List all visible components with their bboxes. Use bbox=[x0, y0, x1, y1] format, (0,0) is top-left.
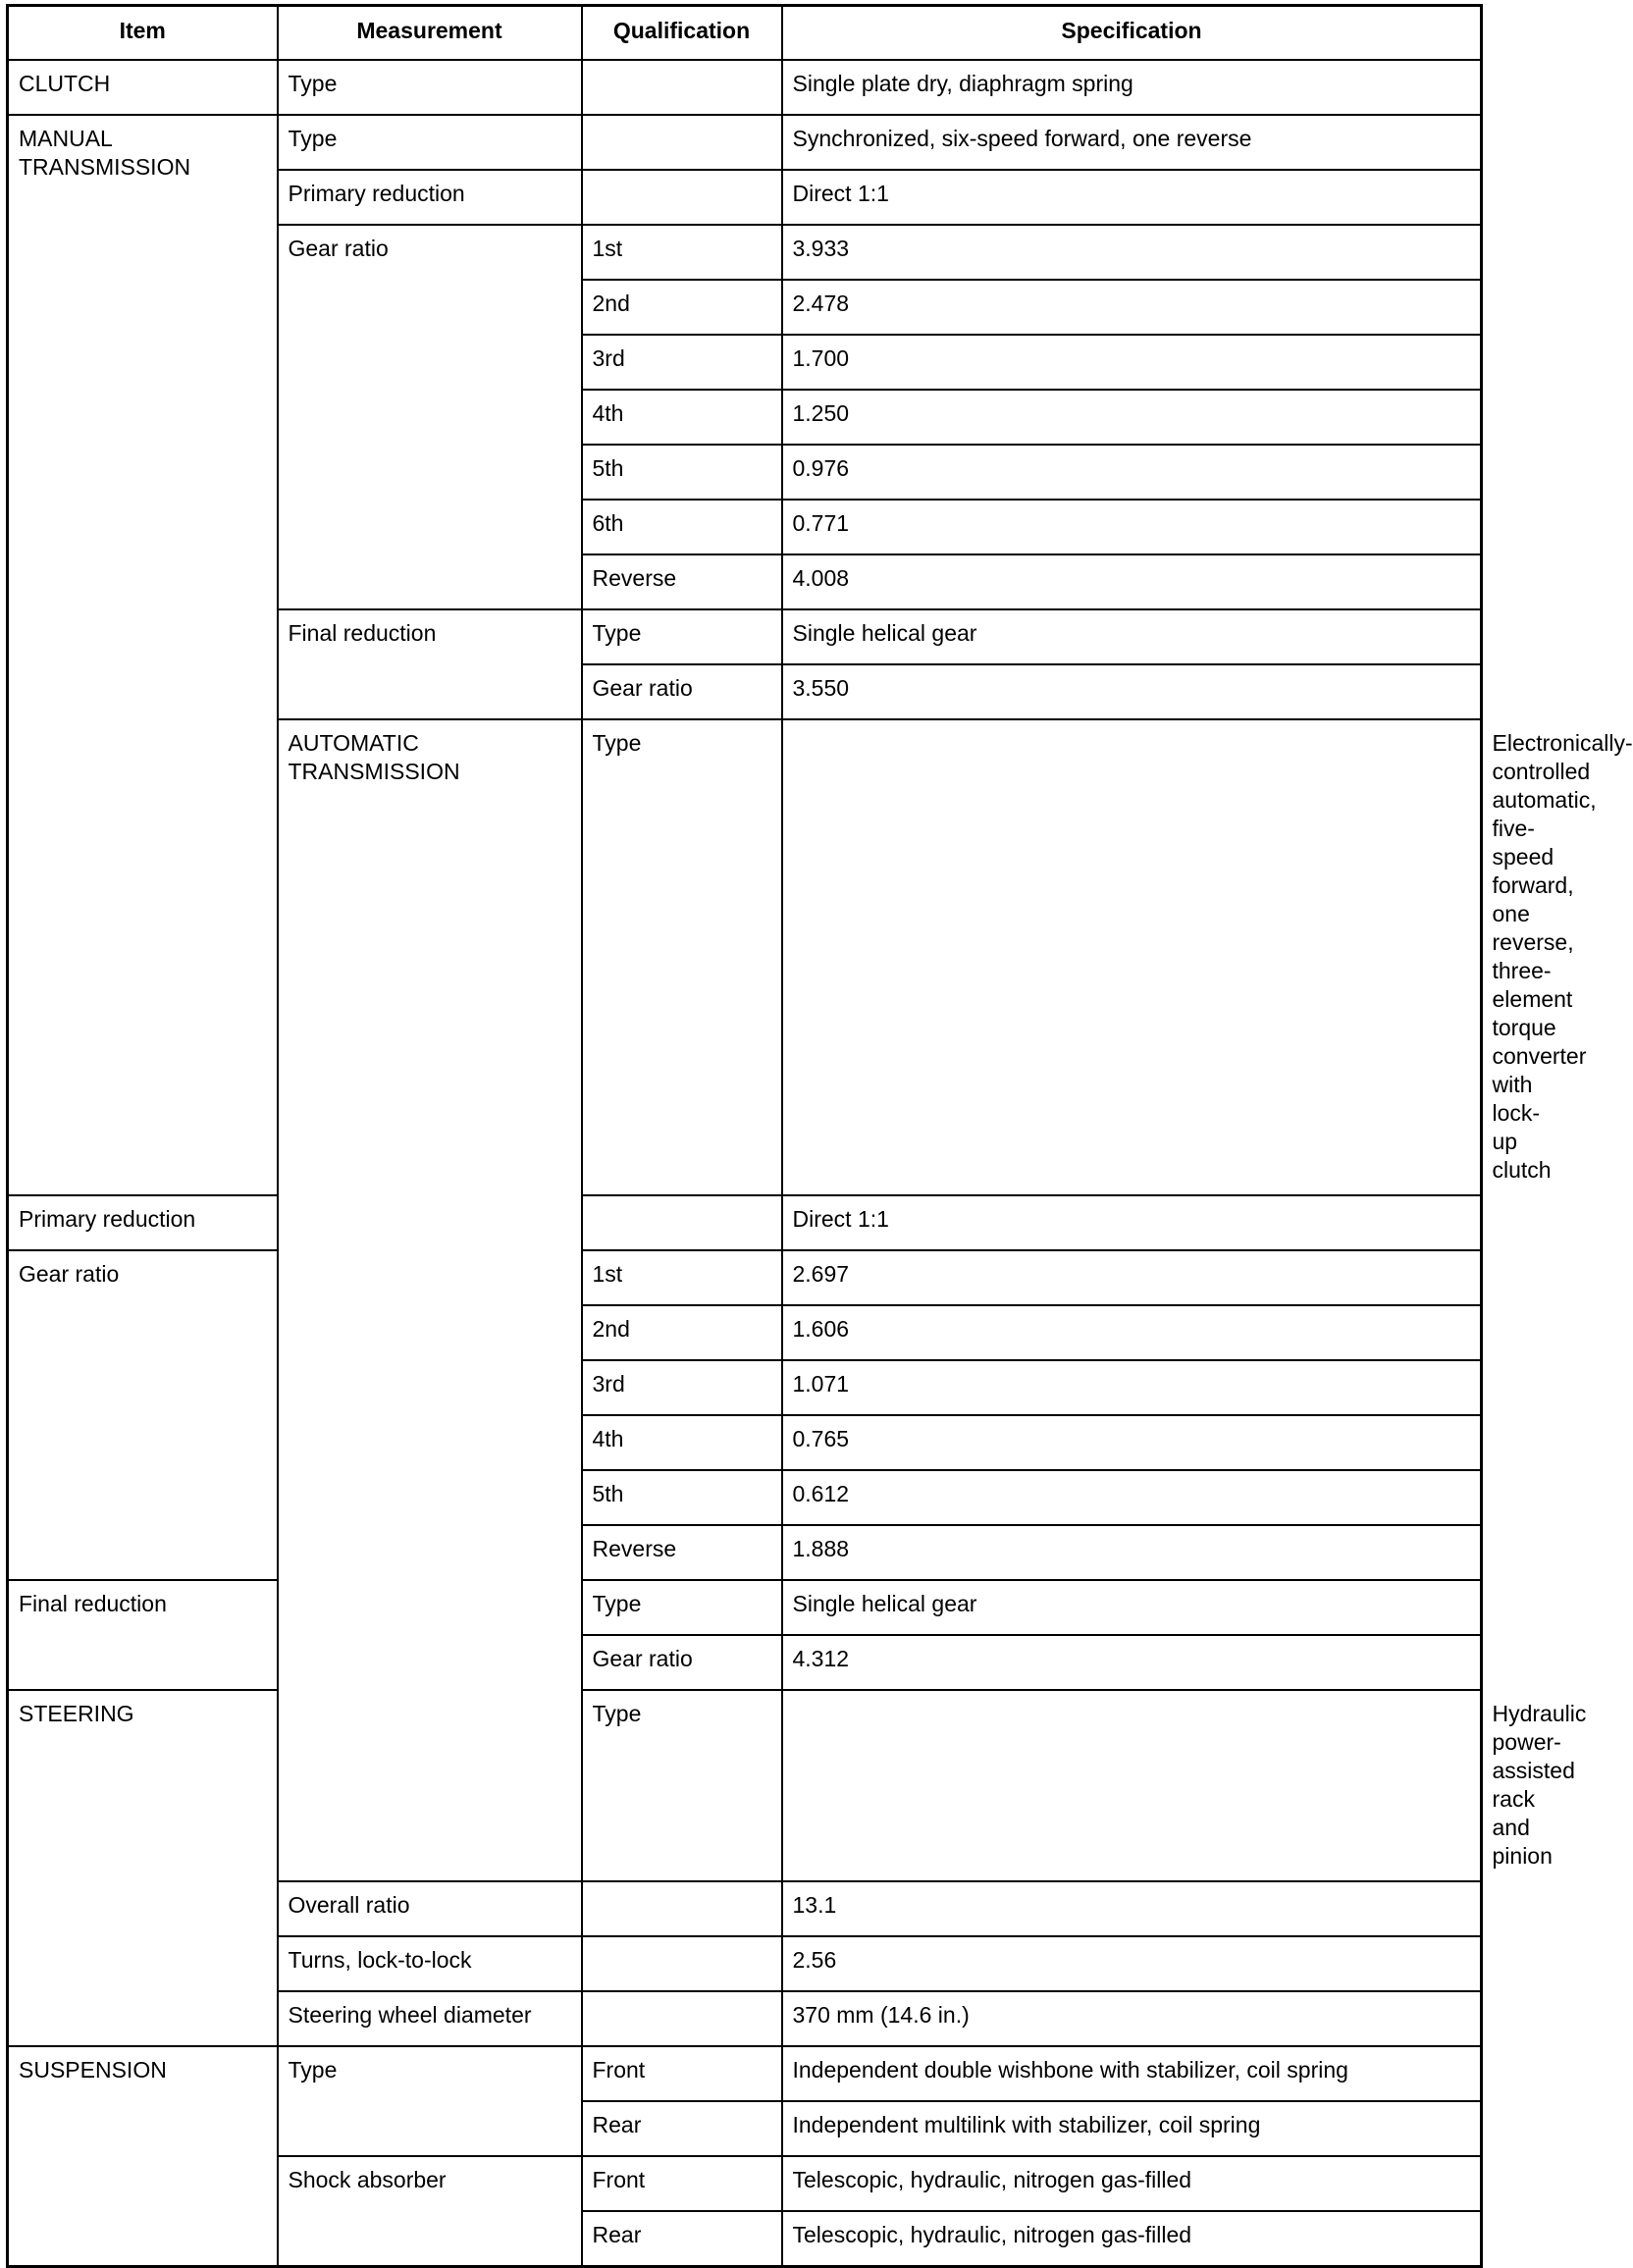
measurement-cell: Type bbox=[582, 719, 782, 1195]
qualification-cell: 4th bbox=[582, 1415, 782, 1470]
qualification-cell bbox=[582, 1991, 782, 2046]
specification-cell: 1.071 bbox=[782, 1360, 1482, 1415]
specification-cell: 370 mm (14.6 in.) bbox=[782, 1991, 1482, 2046]
measurement-cell: Type bbox=[278, 115, 582, 170]
measurement-cell: Primary reduction bbox=[8, 1195, 278, 1250]
specification-cell: 3.933 bbox=[782, 225, 1482, 280]
qualification-cell bbox=[582, 60, 782, 115]
table-row bbox=[8, 115, 1482, 170]
qualification-cell: 2nd bbox=[582, 280, 782, 335]
item-manual-transmission: MANUAL TRANSMISSION bbox=[8, 115, 278, 1195]
table-row bbox=[8, 1250, 1482, 1305]
qualification-cell bbox=[582, 1195, 782, 1250]
qualification-cell bbox=[782, 719, 1482, 1195]
header-row bbox=[8, 6, 1482, 61]
specification-cell: Direct 1:1 bbox=[782, 1195, 1482, 1250]
qualification-cell: 1st bbox=[582, 1250, 782, 1305]
table-row: AUTOMATIC TRANSMISSION Type Electronically-controlled automatic, five-speed forward, one reverse, three-element torque converter with lock-up clutch bbox=[8, 719, 1482, 1195]
measurement-cell: Type bbox=[278, 2046, 582, 2156]
qualification-cell: Rear bbox=[582, 2211, 782, 2267]
measurement-cell: Type bbox=[582, 1690, 782, 1881]
specification-cell: 2.478 bbox=[782, 280, 1482, 335]
header-qualification: Qualification bbox=[582, 6, 782, 61]
qualification-cell: 1st bbox=[582, 225, 782, 280]
table-row bbox=[8, 60, 1482, 115]
qualification-cell: 2nd bbox=[582, 1305, 782, 1360]
specification-cell: Direct 1:1 bbox=[782, 170, 1482, 225]
qualification-cell: 4th bbox=[582, 390, 782, 445]
item-automatic-transmission: AUTOMATIC TRANSMISSION bbox=[278, 719, 582, 1881]
measurement-cell: Overall ratio bbox=[278, 1881, 582, 1936]
specification-cell: 3.550 bbox=[782, 664, 1482, 719]
header-item: Item bbox=[8, 6, 278, 61]
qualification-cell: Type bbox=[582, 1580, 782, 1635]
item-steering: STEERING bbox=[8, 1690, 278, 2046]
table-row bbox=[8, 1195, 1482, 1250]
qualification-cell: Reverse bbox=[582, 1525, 782, 1580]
specification-cell: 4.312 bbox=[782, 1635, 1482, 1690]
specification-cell: 2.56 bbox=[782, 1936, 1482, 1991]
qualification-cell: Gear ratio bbox=[582, 1635, 782, 1690]
measurement-cell: Shock absorber bbox=[278, 2156, 582, 2267]
measurement-cell: Gear ratio bbox=[8, 1250, 278, 1580]
specification-cell: 1.250 bbox=[782, 390, 1482, 445]
qualification-cell bbox=[582, 1936, 782, 1991]
specification-cell: 2.697 bbox=[782, 1250, 1482, 1305]
specification-cell: 4.008 bbox=[782, 554, 1482, 609]
qualification-cell: 3rd bbox=[582, 335, 782, 390]
specification-cell: Independent multilink with stabilizer, coil spring bbox=[782, 2101, 1482, 2156]
specification-cell: Single plate dry, diaphragm spring bbox=[782, 60, 1482, 115]
measurement-cell: Primary reduction bbox=[278, 170, 582, 225]
qualification-cell: 5th bbox=[582, 445, 782, 500]
specification-cell: 1.888 bbox=[782, 1525, 1482, 1580]
qualification-cell: Type bbox=[582, 609, 782, 664]
specification-cell: Independent double wishbone with stabilizer, coil spring bbox=[782, 2046, 1482, 2101]
qualification-cell bbox=[582, 170, 782, 225]
measurement-cell: Final reduction bbox=[278, 609, 582, 719]
table-row bbox=[8, 1580, 1482, 1635]
specification-cell: Telescopic, hydraulic, nitrogen gas-filled bbox=[782, 2211, 1482, 2267]
item-suspension: SUSPENSION bbox=[8, 2046, 278, 2267]
specification-cell: Telescopic, hydraulic, nitrogen gas-filled bbox=[782, 2156, 1482, 2211]
specification-cell: 1.606 bbox=[782, 1305, 1482, 1360]
specification-table bbox=[6, 4, 1633, 2268]
qualification-cell: 6th bbox=[582, 500, 782, 554]
specification-cell: 0.612 bbox=[782, 1470, 1482, 1525]
qualification-cell: Gear ratio bbox=[582, 664, 782, 719]
qualification-cell bbox=[582, 115, 782, 170]
table-row bbox=[8, 2046, 1482, 2101]
qualification-cell: 3rd bbox=[582, 1360, 782, 1415]
specification-cell: Single helical gear bbox=[782, 609, 1482, 664]
measurement-cell: Type bbox=[278, 60, 582, 115]
measurement-cell: Turns, lock-to-lock bbox=[278, 1936, 582, 1991]
measurement-cell: Gear ratio bbox=[278, 225, 582, 609]
table-row: STEERING Type Hydraulic power-assisted rack and pinion bbox=[8, 1690, 1482, 1881]
qualification-cell: Reverse bbox=[582, 554, 782, 609]
specification-cell: 1.700 bbox=[782, 335, 1482, 390]
qualification-cell: Front bbox=[582, 2156, 782, 2211]
qualification-cell: Front bbox=[582, 2046, 782, 2101]
qualification-cell: Rear bbox=[582, 2101, 782, 2156]
specification-cell: Synchronized, six-speed forward, one reverse bbox=[782, 115, 1482, 170]
measurement-cell: Final reduction bbox=[8, 1580, 278, 1690]
qualification-cell: 5th bbox=[582, 1470, 782, 1525]
specification-cell: 0.765 bbox=[782, 1415, 1482, 1470]
measurement-cell: Steering wheel diameter bbox=[278, 1991, 582, 2046]
header-specification: Specification bbox=[782, 6, 1482, 61]
specification-cell: 0.976 bbox=[782, 445, 1482, 500]
specification-cell: Single helical gear bbox=[782, 1580, 1482, 1635]
specification-cell: 13.1 bbox=[782, 1881, 1482, 1936]
item-clutch: CLUTCH bbox=[8, 60, 278, 115]
header-measurement: Measurement bbox=[278, 6, 582, 61]
specification-cell: 0.771 bbox=[782, 500, 1482, 554]
qualification-cell bbox=[782, 1690, 1482, 1881]
qualification-cell bbox=[582, 1881, 782, 1936]
